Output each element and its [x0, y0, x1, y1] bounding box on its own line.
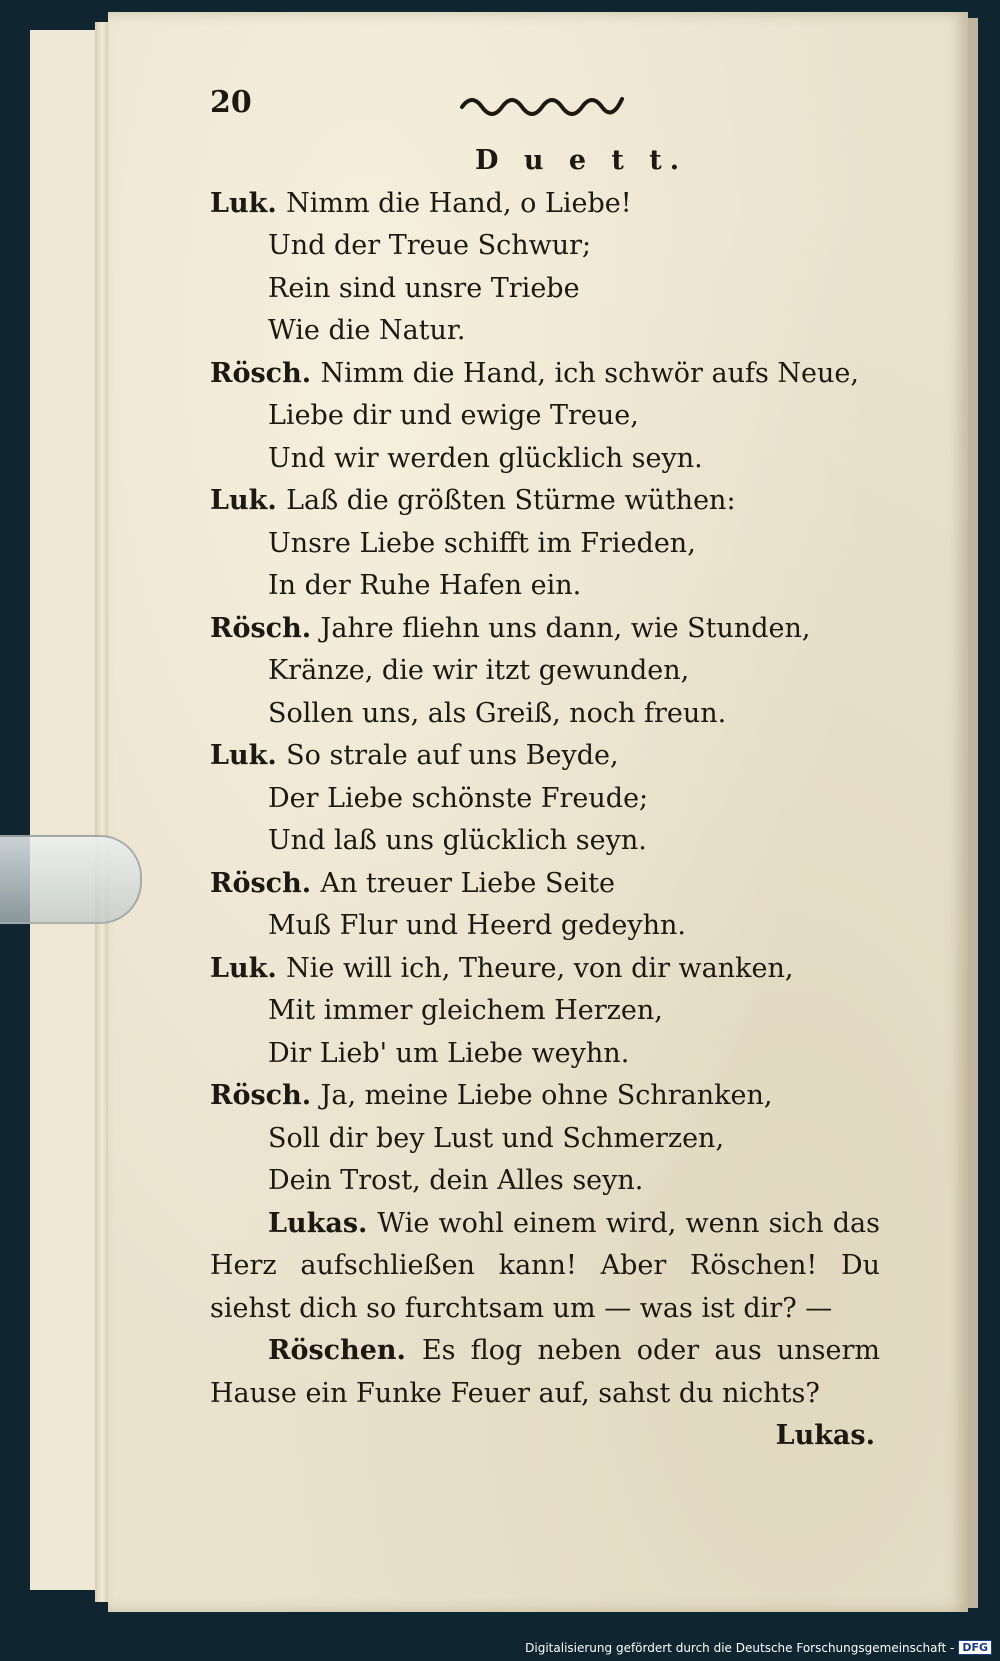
- verse-line: [210, 820, 900, 863]
- speaker-label: Rösch.: [210, 357, 321, 389]
- verse-text: Und wir werden glücklich seyn.: [268, 442, 703, 474]
- page-number: 20: [210, 85, 252, 120]
- verse-text: Liebe dir und ewige Treue,: [268, 400, 639, 431]
- prose-paragraph: [210, 1203, 880, 1331]
- verse-text: In der Ruhe Hafen ein.: [268, 570, 582, 601]
- verse-line: [210, 1118, 900, 1161]
- catchword: Lukas.: [775, 1420, 875, 1451]
- speaker-label: Röschen.: [268, 1335, 422, 1366]
- verse-text: Ja, meine Liebe ohne Schranken,: [320, 1080, 773, 1111]
- prose-text: Es flog neben oder aus unserm Hause ein Funke Feuer auf, sahst du nichts?: [210, 1335, 880, 1409]
- verse-line: [210, 183, 900, 226]
- speaker-label: Rösch.: [210, 867, 321, 899]
- verse-text: Dir Lieb' um Liebe weyhn.: [268, 1037, 630, 1069]
- duet-title: D u e t t.: [475, 145, 688, 176]
- speaker-label: Lukas.: [268, 1207, 378, 1239]
- verse-line: [210, 650, 900, 693]
- dfg-logo: DFG: [958, 1640, 992, 1655]
- verse-line: [210, 608, 900, 651]
- verse-text: Nimm die Hand, o Liebe!: [286, 187, 632, 219]
- verse-line: [210, 438, 900, 481]
- verse-line: [210, 353, 900, 396]
- verse-text: Jahre fliehn uns dann, wie Stunden,: [320, 612, 811, 644]
- verse-text: Kränze, die wir itzt gewunden,: [268, 655, 690, 686]
- verse-line: [210, 778, 900, 821]
- verse-line: [210, 693, 900, 736]
- verse-line: [210, 1160, 900, 1203]
- speaker-label: Luk.: [210, 485, 287, 516]
- page-header: [210, 85, 860, 125]
- verse-text: An treuer Liebe Seite: [320, 867, 615, 899]
- verse-text: Der Liebe schönste Freude;: [268, 782, 649, 814]
- verse-line: [210, 565, 900, 608]
- verse-line: [210, 268, 900, 311]
- verse-text: Unsre Liebe schifft im Frieden,: [268, 527, 696, 559]
- verse-text: Muß Flur und Heerd gedeyhn.: [268, 910, 686, 941]
- speaker-label: Rösch.: [210, 612, 321, 644]
- verse-text: Rein sind unsre Triebe: [268, 272, 580, 304]
- verse-text: Und laß uns glücklich seyn.: [268, 825, 647, 856]
- wave-ornament: [460, 89, 630, 119]
- verse-text: Nimm die Hand, ich schwör aufs Neue,: [320, 357, 859, 389]
- verse-line: [210, 1075, 900, 1118]
- verse-line: [210, 395, 900, 438]
- verse-line: [210, 735, 900, 778]
- page-text: [210, 140, 900, 1458]
- verse-text: Dein Trost, dein Alles seyn.: [268, 1165, 644, 1196]
- verse-line: [210, 990, 900, 1033]
- verse-line: [210, 1033, 900, 1076]
- credit-text: Digitalisierung gefördert durch die Deutsche Forschungsgemeinschaft -: [525, 1640, 955, 1655]
- digitization-credit: [525, 1640, 992, 1655]
- verse-text: Und der Treue Schwur;: [268, 230, 592, 261]
- speaker-label: Luk.: [210, 952, 287, 984]
- speaker-label: Luk.: [210, 187, 287, 219]
- verse-text: Soll dir bey Lust und Schmerzen,: [268, 1122, 725, 1154]
- verse-line: [210, 523, 900, 566]
- speaker-label: Rösch.: [210, 1080, 321, 1111]
- verse-line: [210, 225, 900, 268]
- prose-text: Wie wohl einem wird, wenn sich das Herz aufschließen kann! Aber Röschen! Du siehst dich so furchtsam um — was ist dir? —: [210, 1207, 880, 1324]
- verse-text: Nie will ich, Theure, von dir wanken,: [286, 952, 794, 984]
- verse-line: [210, 310, 900, 353]
- verse-text: Laß die größten Stürme wüthen:: [286, 485, 736, 516]
- verse-line: [210, 905, 900, 948]
- left-page-edge: [30, 30, 102, 1590]
- verse-line: [210, 863, 900, 906]
- verse-text: Mit immer gleichem Herzen,: [268, 995, 663, 1026]
- verse-line: [210, 480, 900, 523]
- verse-text: Sollen uns, als Greiß, noch freun.: [268, 697, 727, 729]
- verse-text: So strale auf uns Beyde,: [286, 740, 619, 771]
- verse-text: Wie die Natur.: [268, 315, 466, 346]
- right-page-edge: [968, 18, 978, 1608]
- page-clip: [0, 835, 142, 924]
- verse-line: [210, 948, 900, 991]
- speaker-label: Luk.: [210, 740, 287, 771]
- prose-paragraph: [210, 1330, 880, 1415]
